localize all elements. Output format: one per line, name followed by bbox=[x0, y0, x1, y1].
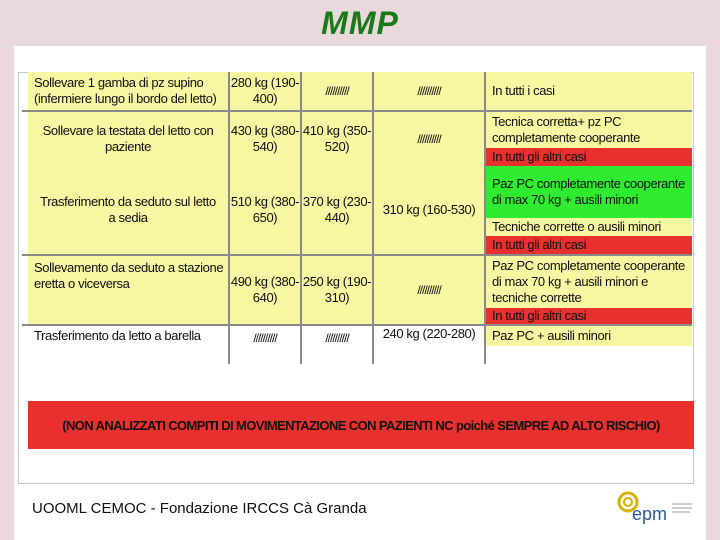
task-cell: Trasferimento da seduto sul letto a sedia bbox=[28, 166, 228, 254]
value-cell-1: ////////// bbox=[253, 331, 277, 345]
column-divider bbox=[300, 72, 302, 364]
logo-text: epm bbox=[632, 504, 668, 524]
table-row bbox=[22, 112, 692, 166]
task-cell: Sollevamento da seduto a stazione eretta o viceversa bbox=[28, 256, 228, 324]
condition-cell: Paz PC + ausili minori bbox=[486, 326, 692, 346]
condition-cell-green: Paz PC completamente cooperante di max 70 kg + ausili minori bbox=[486, 166, 692, 218]
condition-cell-red: In tutti gli altri casi bbox=[486, 236, 692, 254]
row-divider bbox=[22, 254, 692, 256]
value-cell-2: ////////// bbox=[302, 72, 372, 110]
right-margin bbox=[706, 46, 720, 540]
value-cell-1: 280 kg (190-400) bbox=[230, 72, 300, 110]
left-margin bbox=[0, 46, 14, 540]
condition-cell: Paz PC completamente cooperante di max 70 kg + ausili minori e tecniche corrette bbox=[486, 256, 692, 308]
warning-banner: (NON ANALIZZATI COMPITI DI MOVIMENTAZIONE CON PAZIENTI NC poiché SEMPRE AD ALTO RISCHIO) bbox=[28, 401, 694, 449]
row-divider bbox=[22, 110, 692, 112]
condition-cell-red: In tutti gli altri casi bbox=[486, 308, 692, 324]
table-row bbox=[22, 326, 692, 364]
footer-text: UOOML CEMOC - Fondazione IRCCS Cà Granda bbox=[32, 500, 367, 517]
condition-cell-red: In tutti gli altri casi bbox=[486, 148, 692, 166]
value-cell-2: ////////// bbox=[325, 331, 349, 345]
column-divider bbox=[228, 72, 230, 364]
table-row bbox=[22, 72, 692, 110]
condition-cell: In tutti i casi bbox=[486, 72, 692, 110]
table-row bbox=[22, 166, 692, 254]
column-divider bbox=[484, 72, 486, 364]
condition-cell: Tecnica corretta+ pz PC completamente cooperante bbox=[486, 112, 692, 148]
task-cell: Sollevare 1 gamba di pz supino (infermiere lungo il bordo del letto) bbox=[28, 72, 228, 110]
row-divider bbox=[22, 324, 692, 326]
value-cell-3: ////////// bbox=[374, 72, 484, 110]
value-cell-3: ////////// bbox=[374, 112, 484, 166]
value-cell-2: 370 kg (230-440) bbox=[302, 166, 372, 254]
value-cell-3: ////////// bbox=[374, 256, 484, 324]
task-cell: Sollevare la testata del letto con paziente bbox=[28, 112, 228, 166]
value-cell-1: 510 kg (380-650) bbox=[230, 166, 300, 254]
condition-cell: Tecniche corrette o ausili minori bbox=[486, 218, 692, 236]
value-cell-2: 410 kg (350-520) bbox=[302, 112, 372, 166]
value-cell-2: 250 kg (190-310) bbox=[302, 256, 372, 324]
value-cell-3: 240 kg (220-280) bbox=[382, 326, 476, 341]
value-cell-1: 430 kg (380-540) bbox=[230, 112, 300, 166]
page-title: MMP bbox=[321, 5, 399, 41]
value-cell-3: 310 kg (160-530) bbox=[374, 166, 484, 254]
table-row bbox=[22, 256, 692, 324]
column-divider bbox=[372, 72, 374, 364]
task-cell: Trasferimento da letto a barella bbox=[34, 328, 201, 343]
epm-logo-icon bbox=[616, 490, 696, 526]
value-cell-1: 490 kg (380-640) bbox=[230, 256, 300, 324]
